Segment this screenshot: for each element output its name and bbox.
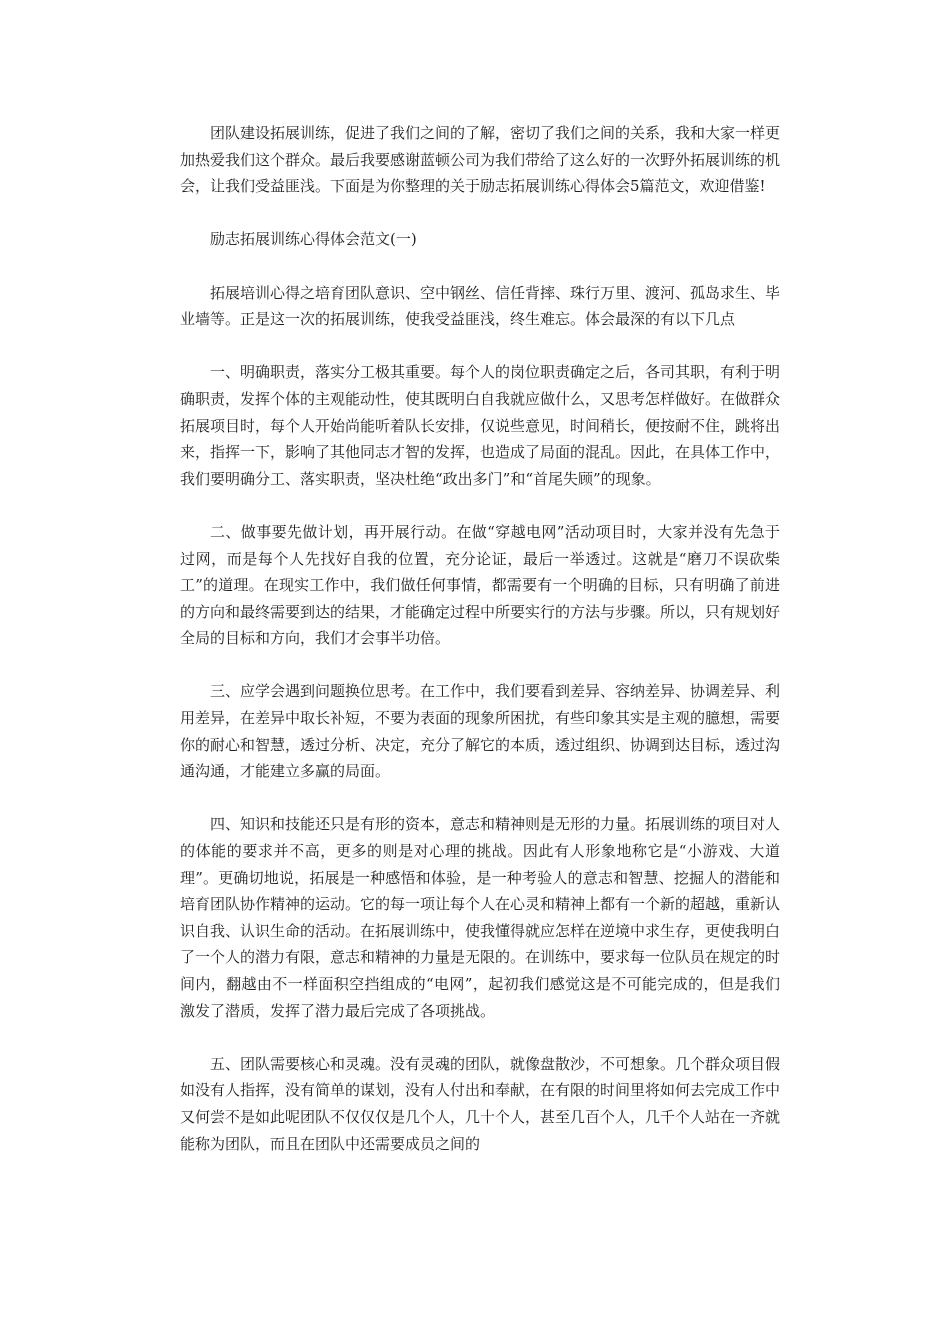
paragraph-point-5: 五、团队需要核心和灵魂。没有灵魂的团队，就像盘散沙，不可想象。几个群众项目假如没有人指挥，没有简单的谋划，没有人付出和奉献，在有限的时间里将如何去完成工作中又何尝不是如此呢团队不仅仅仅是几个人，几十个人，甚至几百个人，几千个人站在一齐就能称为团队，而且在团队中还需要成员之间的 bbox=[180, 1054, 781, 1153]
paragraph-point-4: 四、知识和技能还只是有形的资本，意志和精神则是无形的力量。拓展训练的项目对人的体能的要求并不高，更多的则是对心理的挑战。因此有人形象地称它是“小游戏、大道理”。更确切地说，拓展是一种感悟和体验，是一种考验人的意志和智慧、挖掘人的潜能和培育团队协作精神的运动。它的每一项让每个人在心灵和精神上都有一个新的超越，重新认识自我、认识生命的活动。在拓展训练中，使我懂得就应怎样在逆境中求生存，更使我明白了一个人的潜力有限，意志和精神的力量是无限的。在训练中，要求每一位队员在规定的时间内，翻越由不一样面积空挡组成的“电网”，起初我们感觉这是不可能完成的，但是我们激发了潜质，发挥了潜力最后完成了各项挑战。 bbox=[180, 815, 781, 1020]
paragraph-overview: 拓展培训心得之培育团队意识、空中钢丝、信任背摔、珠行万里、渡河、孤岛求生、毕业墙等。正是这一次的拓展训练，使我受益匪浅，终生难忘。体会最深的有以下几点 bbox=[180, 283, 781, 329]
paragraph-point-2: 二、做事要先做计划，再开展行动。在做“穿越电网”活动项目时，大家并没有先急于过网，而是每个人先找好自我的位置，充分论证，最后一举透过。这就是“磨刀不误砍柴工”的道理。在现实工作中，我们做任何事情，都需要有一个明确的目标，只有明确了前进的方向和最终需要到达的结果，才能确定过程中所要实行的方法与步骤。所以，只有规划好全局的目标和方向，我们才会事半功倍。 bbox=[180, 522, 781, 648]
paragraph-point-3: 三、应学会遇到问题换位思考。在工作中，我们要看到差异、容纳差异、协调差异、利用差异，在差异中取长补短，不要为表面的现象所困扰，有些印象其实是主观的臆想，需要你的耐心和智慧，透过分析、决定，充分了解它的本质，透过组织、协调到达目标，透过沟通沟通，才能建立多赢的局面。 bbox=[180, 682, 781, 781]
intro-paragraph: 团队建设拓展训练，促进了我们之间的了解，密切了我们之间的关系，我和大家一样更加热爱我们这个群众。最后我要感谢蓝顿公司为我们带给了这么好的一次野外拓展训练的机会，让我们受益匪浅。下面是为你整理的关于励志拓展训练心得体会5篇范文，欢迎借鉴! bbox=[180, 124, 781, 196]
section-title: 励志拓展训练心得体会范文(一) bbox=[210, 230, 417, 249]
document-body bbox=[180, 120, 780, 1157]
paragraph-point-1: 一、明确职责，落实分工极其重要。每个人的岗位职责确定之后，各司其职，有利于明确职责，发挥个体的主观能动性，使其既明白自我就应做什么，又思考怎样做好。在做群众拓展项目时，每个人开始尚能听着队长安排，仅说些意见，时间稍长，便按耐不住，跳将出来，指挥一下，影响了其他同志才智的发挥，也造成了局面的混乱。因此，在具体工作中，我们要明确分工、落实职责，坚决杜绝“政出多门”和“首尾失顾”的现象。 bbox=[180, 363, 781, 488]
